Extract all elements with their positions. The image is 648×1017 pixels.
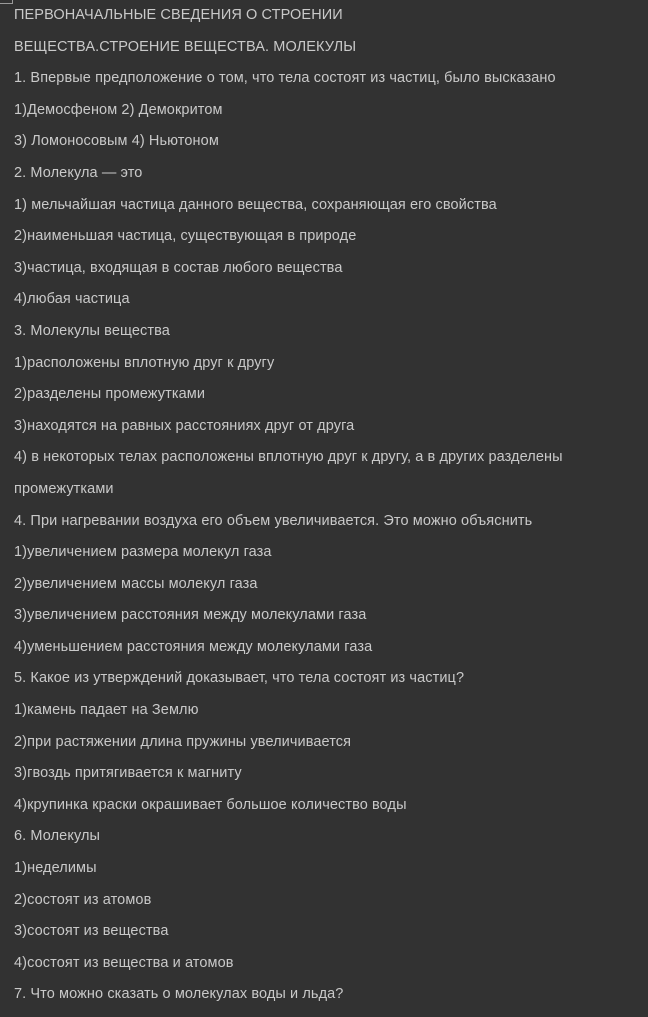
title-line-2: ВЕЩЕСТВА.СТРОЕНИЕ ВЕЩЕСТВА. МОЛЕКУЛЫ xyxy=(14,38,357,55)
answer-line: промежутками xyxy=(14,480,114,497)
question-5: 5. Какое из утверждений доказывает, что тела состоят из частиц? xyxy=(14,670,465,687)
answer-line: 2)разделены промежутками xyxy=(14,386,206,403)
answer-line: 4) в некоторых телах расположены вплотную друг к другу, а в других разделены xyxy=(14,449,563,466)
answer-line: 1)увеличением размера молекул газа xyxy=(14,544,272,561)
answer-line: 2)наименьшая частица, существующая в природе xyxy=(14,228,357,245)
question-4: 4. При нагревании воздуха его объем увеличивается. Это можно объяснить xyxy=(14,512,533,529)
answer-line: 3)увеличением расстояния между молекулами газа xyxy=(14,607,367,624)
question-1: 1. Впервые предположение о том, что тела состоят из частиц, было высказано xyxy=(14,70,556,87)
answer-line: 1) мельчайшая частица данного вещества, сохраняющая его свойства xyxy=(14,196,497,213)
answer-line: 3)частица, входящая в состав любого вещества xyxy=(14,259,343,276)
answer-line: 1)камень падает на Землю xyxy=(14,702,199,719)
answer-line: 1)расположены вплотную друг к другу xyxy=(14,354,275,371)
answer-line: 4)любая частица xyxy=(14,291,130,308)
corner-mark xyxy=(0,0,13,4)
question-7: 7. Что можно сказать о молекулах воды и льда? xyxy=(14,986,344,1003)
question-3: 3. Молекулы вещества xyxy=(14,322,170,339)
answer-line: 1)Демосфеном 2) Демокритом xyxy=(14,101,223,118)
question-2: 2. Молекула — это xyxy=(14,164,143,181)
question-6: 6. Молекулы xyxy=(14,828,101,845)
text-block xyxy=(14,0,642,1011)
answer-line: 2)состоят из атомов xyxy=(14,891,152,908)
answer-line: 4)состоят из вещества и атомов xyxy=(14,954,234,971)
answer-line: 4)уменьшением расстояния между молекулами газа xyxy=(14,638,373,655)
answer-line: 3)гвоздь притягивается к магниту xyxy=(14,765,242,782)
answer-line: 3)состоят из вещества xyxy=(14,923,169,940)
answer-line: 4)крупинка краски окрашивает большое количество воды xyxy=(14,796,407,813)
answer-line: 2)увеличением массы молекул газа xyxy=(14,575,258,592)
answer-line: 3) Ломоносовым 4) Ньютоном xyxy=(14,133,219,150)
answer-line: 1)неделимы xyxy=(14,860,97,877)
answer-line: 2)при растяжении длина пружины увеличивается xyxy=(14,733,352,750)
answer-line: 3)находятся на равных расстояниях друг от друга xyxy=(14,417,355,434)
title-line-1: ПЕРВОНАЧАЛЬНЫЕ СВЕДЕНИЯ О СТРОЕНИИ xyxy=(14,7,343,23)
